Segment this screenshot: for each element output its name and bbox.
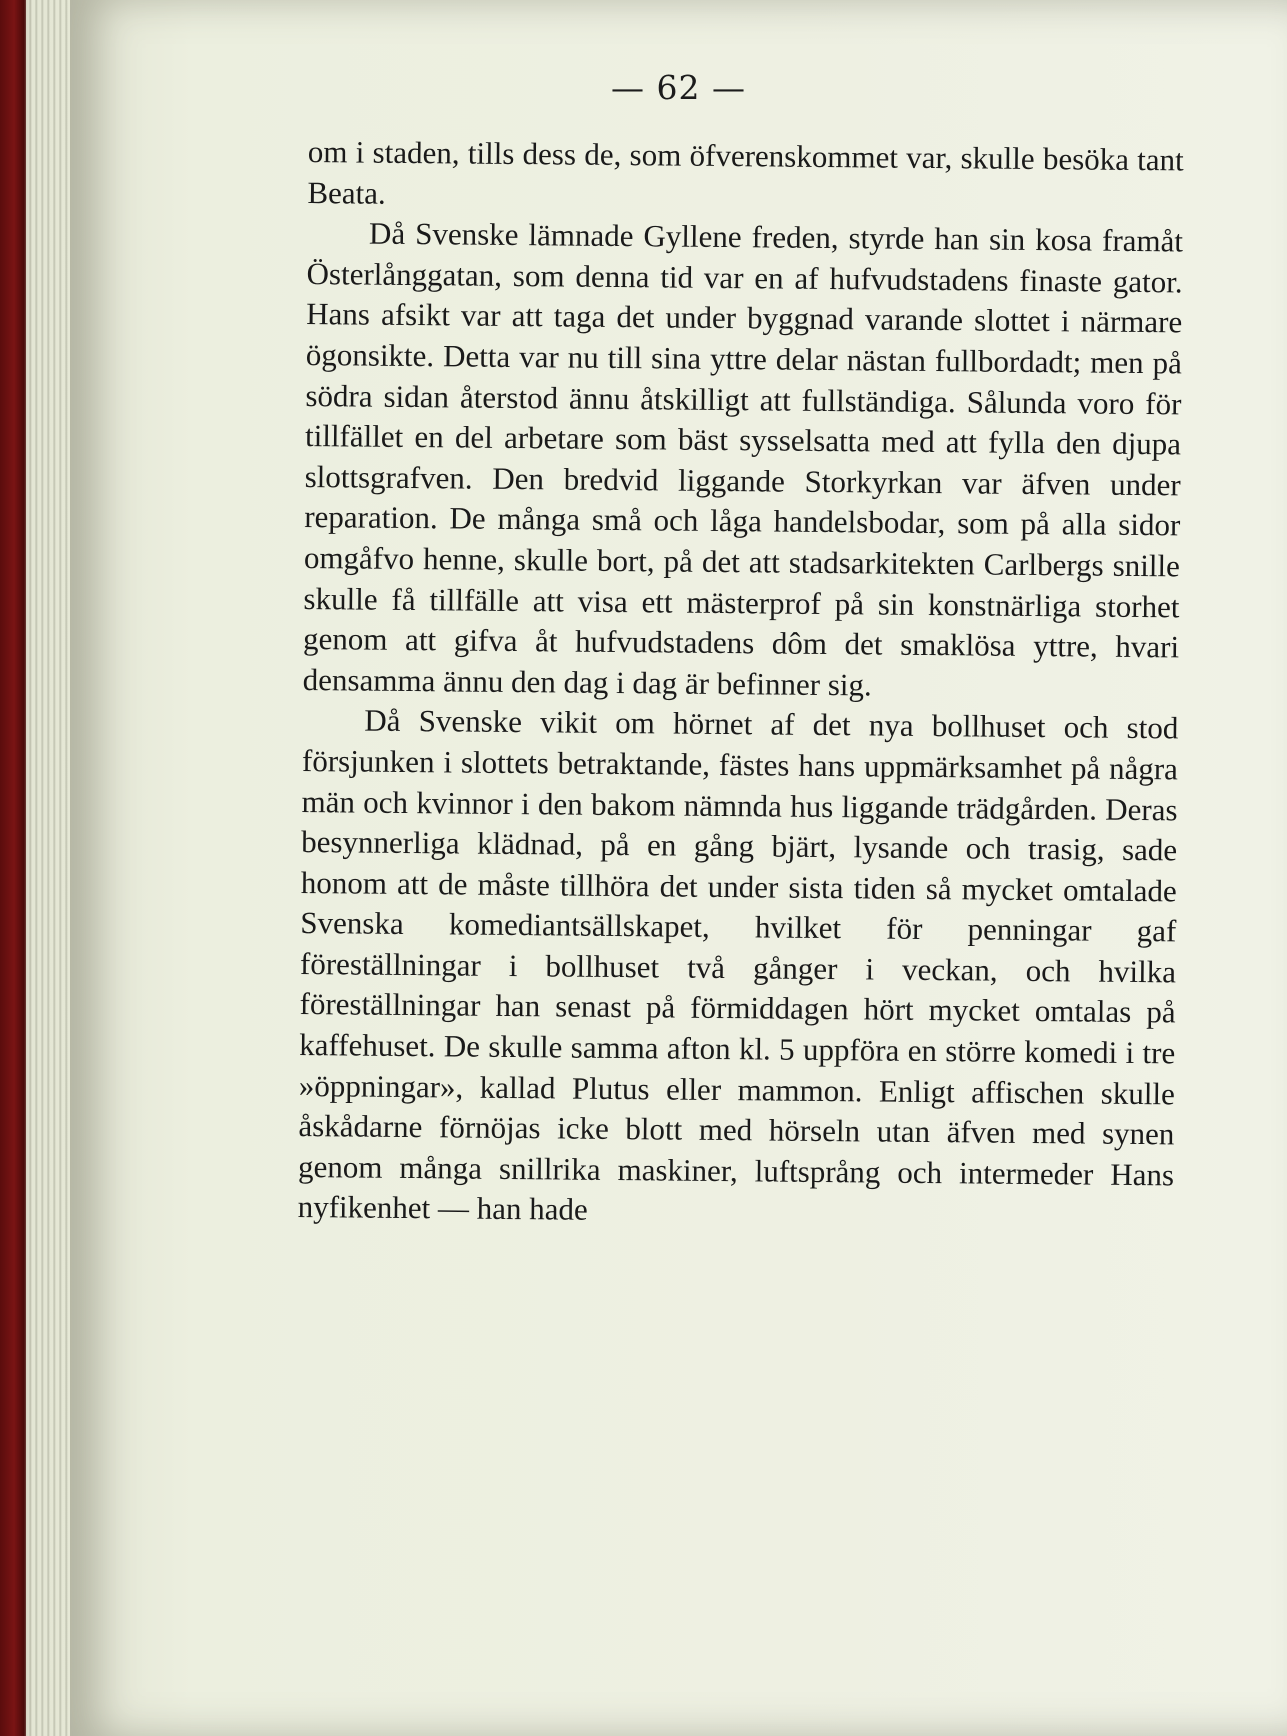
body-text — [297, 132, 1183, 1236]
paragraph: Då Svenske lämnade Gyllene freden, styrde han sin kosa framåt Österlånggatan, som denna tid var en af hufvudstadens finaste gator. Hans afsikt var att taga det under byggnad varande slottet i närmare ögonsikte. Detta var nu till sina yttre delar nästan fullbordadt; men på södra sidan återstod ännu åtskilligt att fullständiga. Sålunda voro för tillfället en del arbetare som bäst sysselsatta med att fylla den djupa slottsgrafven. Den bredvid liggande Storkyrkan var äfven under reparation. De många små och låga handelsbodar, som på alla sidor omgåfvo henne, skulle bort, på det att stadsarkitekten Carlbergs snille skulle få tillfälle att visa ett mästerprof på sin konstnärliga storhet genom att gifva åt hufvudstadens dôm det smaklösa yttre, hvari densamma ännu den dag i dag är befinner sig. — [302, 215, 1184, 703]
paragraph: Då Svenske vikit om hörnet af det nya bollhuset och stod försjunken i slottets betraktande, fästes hans uppmärksamhet på några män och kvinnor i den bakom nämnda hus liggande trädgården. Deras besynnerliga klädnad, på en gång bjärt, lysande och trasig, sade honom att de måste tillhöra det under sista tiden så mycket omtalade Svenska komediantsällskapet, hvilket för penningar gaf föreställningar i bollhuset två gånger i veckan, och hvilka föreställningar han senast på förmiddagen hört mycket omtalas på kaffehuset. De skulle samma afton kl. 5 uppföra en större komedi i tre »öppningar», kallad Plutus eller mammon. Enligt affischen skulle åskådarne förnöjas icke blott med hörseln utan äfven med synen genom många snillrika maskiner, luftsprång och intermeder Hans nyfikenhet — han hade — [297, 702, 1179, 1228]
page-number: — 62 — — [611, 68, 746, 107]
book-page — [70, 0, 1287, 1736]
paragraph-continuation: om i staden, tills dess de, som öfverenskommet var, skulle besöka tant Beata. — [307, 133, 1184, 211]
